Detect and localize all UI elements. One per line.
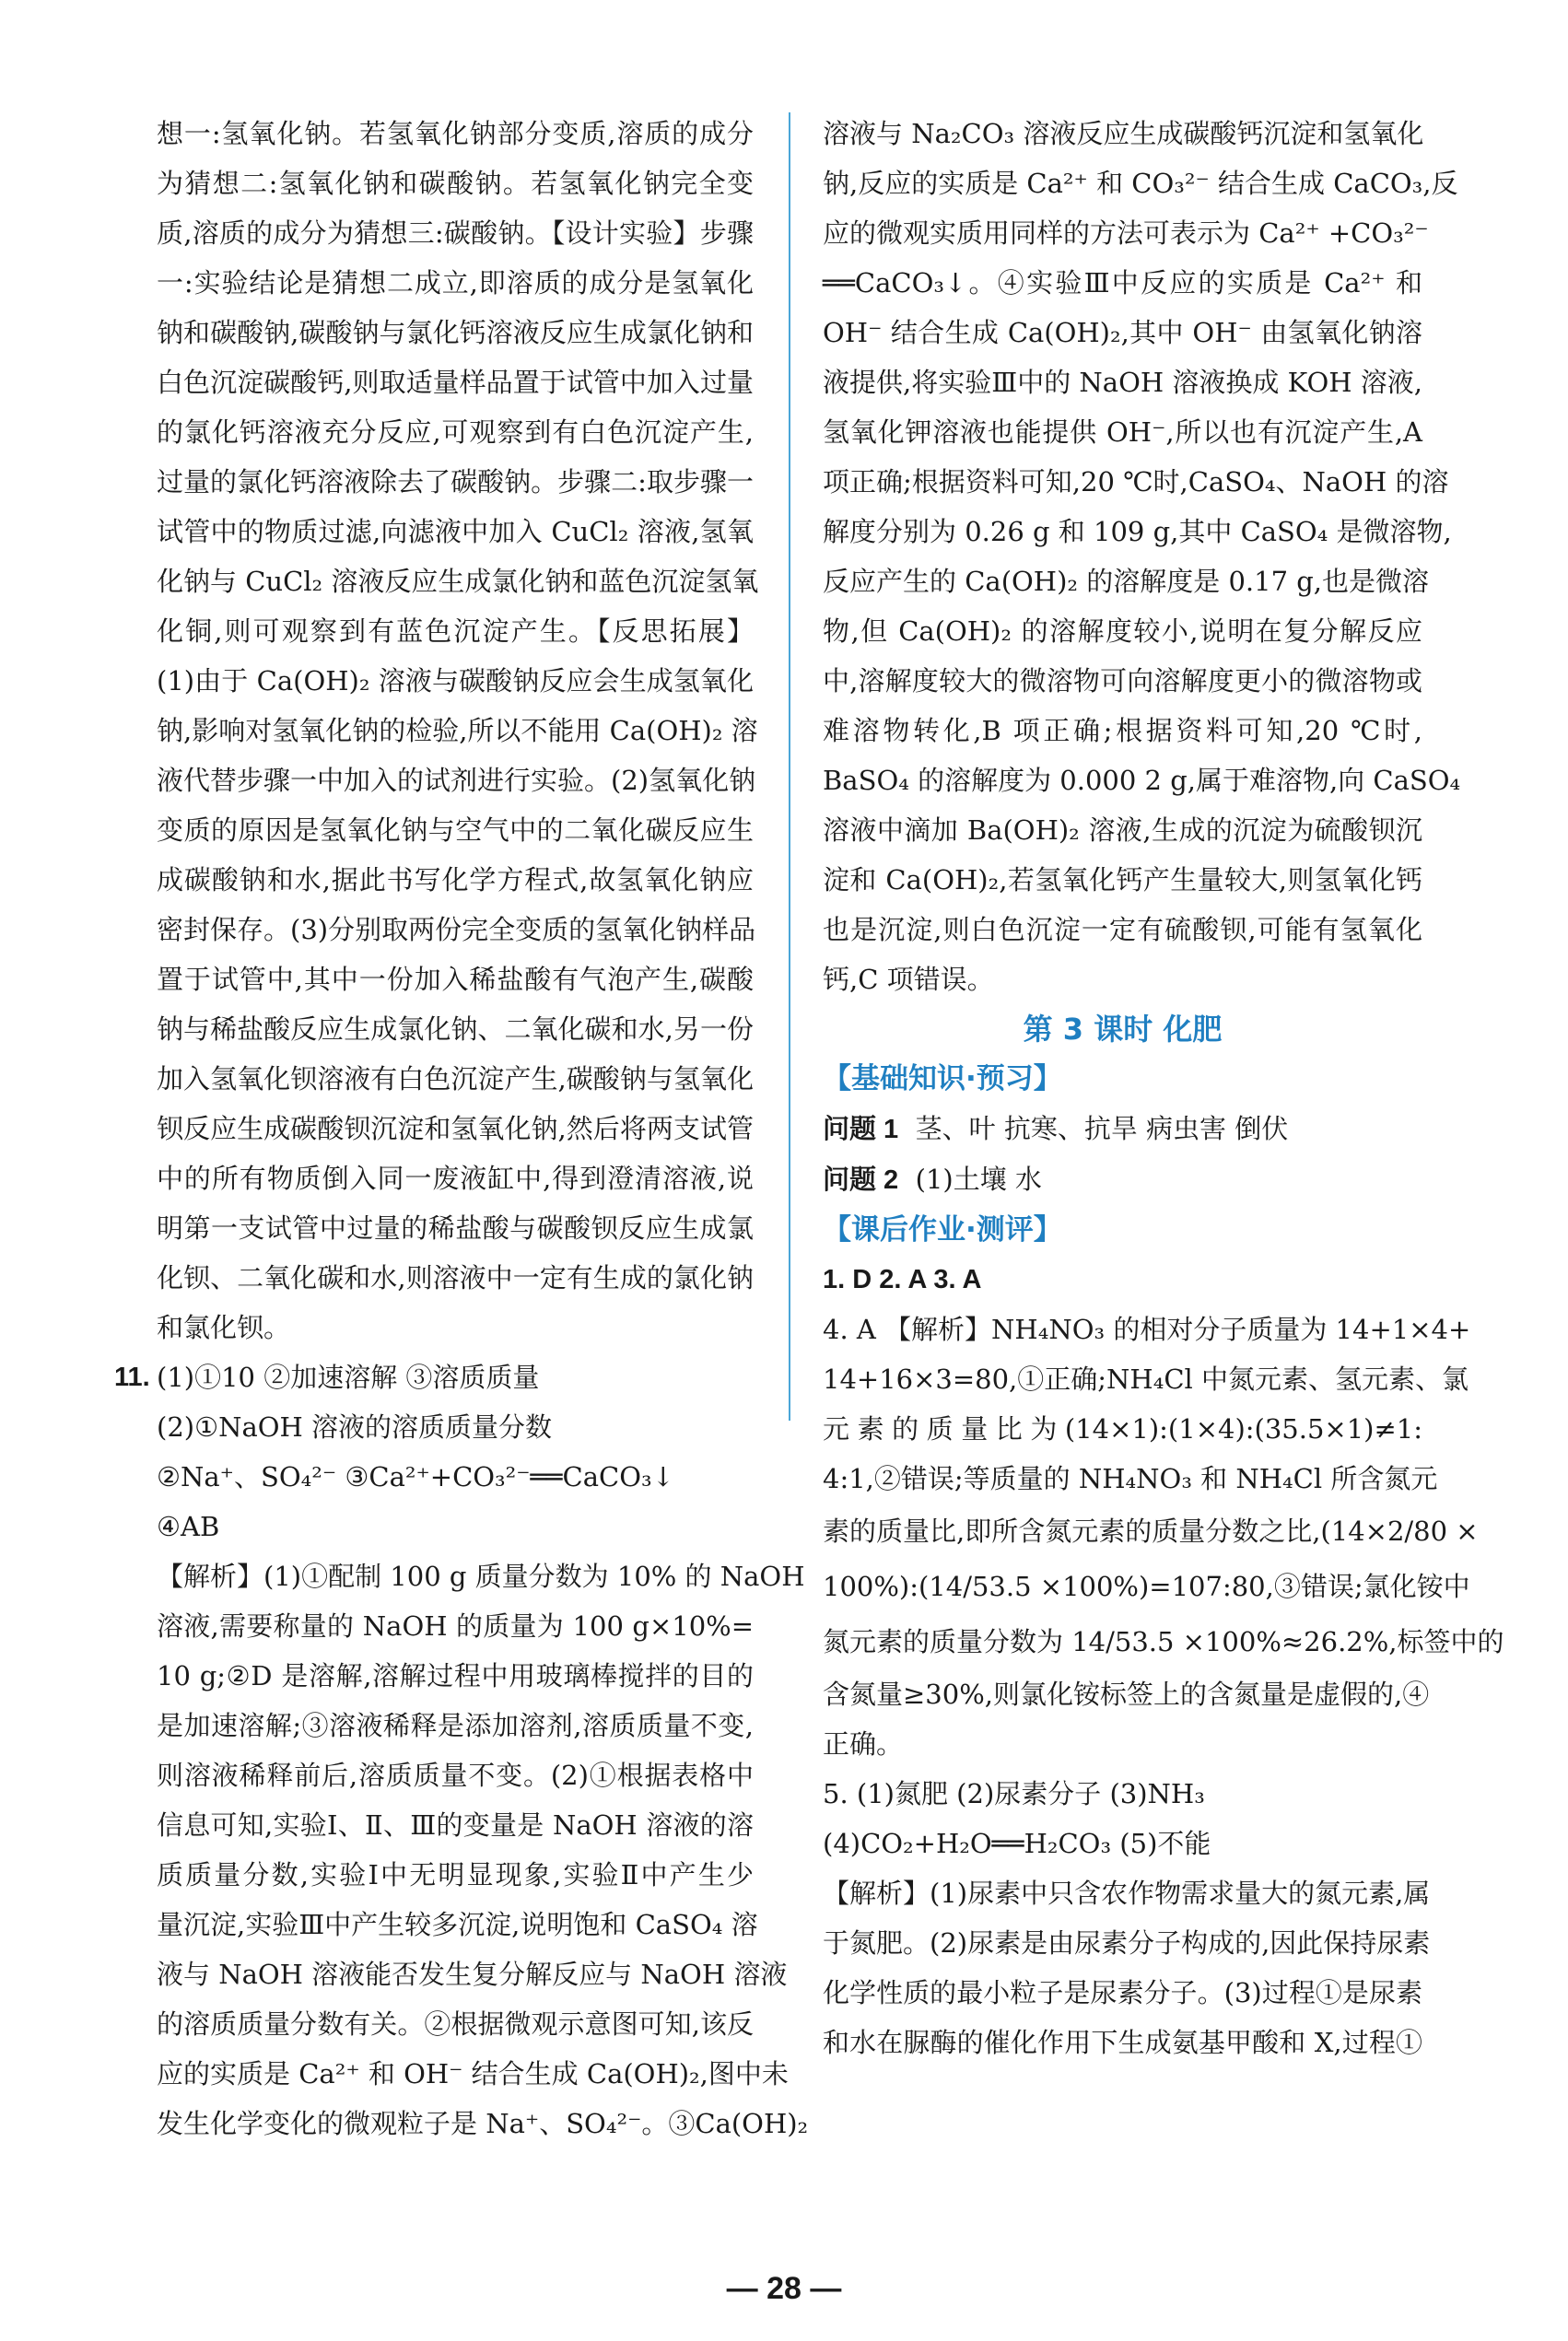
question-label: 问题 2 <box>823 1165 899 1195</box>
q5-line: 化学性质的最小粒子是尿素分子。(3)过程①是尿素 <box>823 1977 1422 2008</box>
analysis-line: 则溶液稀释前后,溶质质量不变。(2)①根据表格中 <box>157 1760 754 1791</box>
q4-line: 氮元素的质量分数为 14/53.5 ×100%≈26.2%,标签中的 <box>823 1626 1504 1657</box>
preview-question-2 <box>823 1154 1422 1205</box>
q4-line: 含氮量≥30%,则氯化铵标签上的含氮量是虚假的,④ <box>823 1679 1430 1710</box>
text-line: 试管中的物质过滤,向滤液中加入 CuCl₂ 溶液,氢氧 <box>157 516 754 547</box>
text-line: 想一:氢氧化钠。若氢氧化钠部分变质,溶质的成分 <box>157 118 754 149</box>
text-line: BaSO₄ 的溶解度为 0.000 2 g,属于难溶物,向 CaSO₄ <box>823 765 1461 796</box>
text-line: ══CaCO₃↓。④实验Ⅲ中反应的实质是 Ca²⁺ 和 <box>823 267 1422 298</box>
analysis-line: 发生化学变化的微观粒子是 Na⁺、SO₄²⁻。③Ca(OH)₂ <box>157 2108 809 2139</box>
text-line: 液提供,将实验Ⅲ中的 NaOH 溶液换成 KOH 溶液, <box>823 367 1422 398</box>
analysis-line: 质质量分数,实验Ⅰ中无明显现象,实验Ⅱ中产生少 <box>157 1859 754 1890</box>
text-line: 钡反应生成碳酸钡沉淀和氢氧化钠,然后将两支试管 <box>157 1113 754 1144</box>
text-line: 一:实验结论是猜想二成立,即溶质的成分是氢氧化 <box>157 267 754 298</box>
text-line: 质,溶质的成分为猜想三:碳酸钠。【设计实验】步骤 <box>157 217 754 249</box>
analysis-line: 量沉淀,实验Ⅲ中产生较多沉淀,说明饱和 CaSO₄ 溶 <box>157 1909 758 1940</box>
q4-line: 正确。 <box>823 1728 904 1760</box>
preview-question-1 <box>823 1104 1422 1154</box>
q4-line: 14+16×3=80,①正确;NH₄Cl 中氮元素、氢元素、氯 <box>823 1364 1469 1395</box>
q5-line: 于氮肥。(2)尿素是由尿素分子构成的,因此保持尿素 <box>823 1927 1431 1959</box>
text-line: 项正确;根据资料可知,20 ℃时,CaSO₄、NaOH 的溶 <box>823 466 1449 497</box>
q5-line: 和水在脲酶的催化作用下生成氨基甲酸和 X,过程① <box>823 2027 1422 2058</box>
answer-line: (1)①10 ②加速溶解 ③溶质质量 <box>157 1362 540 1393</box>
analysis-line: 是加速溶解;③溶液稀释是添加溶剂,溶质质量不变, <box>157 1710 754 1741</box>
answer-line: ②Na⁺、SO₄²⁻ ③Ca²⁺+CO₃²⁻══CaCO₃↓ <box>157 1461 674 1492</box>
q5-line: (4)CO₂+H₂O══H₂CO₃ (5)不能 <box>823 1828 1211 1859</box>
text-line: 钙,C 项错误。 <box>823 964 994 995</box>
text-line: 成碳酸钠和水,据此书写化学方程式,故氢氧化钠应 <box>157 864 754 895</box>
text-line: 置于试管中,其中一份加入稀盐酸有气泡产生,碳酸 <box>157 964 754 995</box>
question-answer: (1)土壤 水 <box>915 1164 1042 1195</box>
text-line: 变质的原因是氢氧化钠与空气中的二氧化碳反应生 <box>157 814 754 846</box>
text-line: 化钡、二氧化碳和水,则溶液中一定有生成的氯化钠 <box>157 1262 754 1293</box>
text-line: 解度分别为 0.26 g 和 109 g,其中 CaSO₄ 是微溶物, <box>823 516 1452 547</box>
analysis-line: 应的实质是 Ca²⁺ 和 OH⁻ 结合生成 Ca(OH)₂,图中未 <box>157 2058 789 2089</box>
text-line: 加入氢氧化钡溶液有白色沉淀产生,碳酸钠与氢氧化 <box>157 1063 754 1094</box>
text-line: 溶液与 Na₂CO₃ 溶液反应生成碳酸钙沉淀和氢氧化 <box>823 118 1424 149</box>
analysis-line: 溶液,需要称量的 NaOH 的质量为 100 g×10%= <box>157 1610 754 1642</box>
text-line: 中,溶解度较大的微溶物可向溶解度更小的微溶物或 <box>823 665 1422 696</box>
lesson-title: 第 3 课时 化肥 <box>1023 1012 1223 1047</box>
question-11 <box>114 1352 809 2148</box>
text-line: 液代替步骤一中加入的试剂进行实验。(2)氢氧化钠 <box>157 765 756 796</box>
text-line: 钠和碳酸钠,碳酸钠与氯化钙溶液反应生成氯化钠和 <box>157 317 754 348</box>
analysis-line: 10 g;②D 是溶解,溶解过程中用玻璃棒搅拌的目的 <box>157 1660 754 1691</box>
q5-line: 5. (1)氮肥 (2)尿素分子 (3)NH₃ <box>823 1778 1205 1809</box>
text-line: 难溶物转化,B 项正确;根据资料可知,20 ℃时, <box>823 715 1422 746</box>
analysis-line: 液与 NaOH 溶液能否发生复分解反应与 NaOH 溶液 <box>157 1959 788 1990</box>
text-line: 也是沉淀,则白色沉淀一定有硫酸钡,可能有氢氧化 <box>823 914 1422 945</box>
section-preview-heading: 【基础知识·预习】 <box>823 1062 1062 1095</box>
q4-line: 100%):(14/53.5 ×100%)=107:80,③错误;氯化铵中 <box>823 1571 1470 1602</box>
q4-line: 4. A 【解析】NH₄NO₃ 的相对分子质量为 14+1×4+ <box>823 1314 1471 1345</box>
q4-line: 元素的质量比为(14×1):(1×4):(35.5×1)≠1: <box>823 1413 1422 1445</box>
text-line: 化钠与 CuCl₂ 溶液反应生成氯化钠和蓝色沉淀氢氧 <box>157 566 759 597</box>
right-column <box>823 109 1504 2067</box>
q4-line: 4:1,②错误;等质量的 NH₄NO₃ 和 NH₄Cl 所含氮元 <box>823 1463 1438 1494</box>
text-line: 溶液中滴加 Ba(OH)₂ 溶液,生成的沉淀为硫酸钡沉 <box>823 814 1422 846</box>
text-line: 淀和 Ca(OH)₂,若氢氧化钙产生量较大,则氢氧化钙 <box>823 864 1422 895</box>
text-line: 中的所有物质倒入同一废液缸中,得到澄清溶液,说 <box>157 1163 754 1194</box>
answer-line: ④AB <box>157 1511 220 1542</box>
section-homework-heading: 【课后作业·测评】 <box>823 1213 1062 1247</box>
text-line: 为猜想二:氢氧化钠和碳酸钠。若氢氧化钠完全变 <box>157 168 754 199</box>
text-line: 过量的氯化钙溶液除去了碳酸钠。步骤二:取步骤一 <box>157 466 754 497</box>
q4-line: 素的质量比,即所含氮元素的质量分数之比,(14×2/80 × <box>823 1516 1479 1547</box>
page-number: — 28 — <box>726 2271 842 2306</box>
text-line: 钠,反应的实质是 Ca²⁺ 和 CO₃²⁻ 结合生成 CaCO₃,反 <box>823 168 1458 199</box>
text-line: 白色沉淀碳酸钙,则取适量样品置于试管中加入过量 <box>157 367 754 398</box>
text-line: 应的微观实质用同样的方法可表示为 Ca²⁺ +CO₃²⁻ <box>823 217 1429 249</box>
text-line: 钠,影响对氢氧化钠的检验,所以不能用 Ca(OH)₂ 溶 <box>157 715 758 746</box>
text-line: 反应产生的 Ca(OH)₂ 的溶解度是 0.17 g,也是微溶 <box>823 566 1430 597</box>
text-line: 化铜,则可观察到有蓝色沉淀产生。【反思拓展】 <box>157 615 754 647</box>
analysis-line: 【解析】(1)①配制 100 g 质量分数为 10% 的 NaOH <box>157 1561 805 1592</box>
text-line: 钠与稀盐酸反应生成氯化钠、二氧化碳和水,另一份 <box>157 1013 754 1045</box>
analysis-line: 信息可知,实验Ⅰ、Ⅱ、Ⅲ的变量是 NaOH 溶液的溶 <box>157 1809 754 1841</box>
text-line: 明第一支试管中过量的稀盐酸与碳酸钡反应生成氯 <box>157 1212 754 1244</box>
text-line: (1)由于 Ca(OH)₂ 溶液与碳酸钠反应会生成氢氧化 <box>157 665 754 696</box>
question-answer: 茎、叶 抗寒、抗旱 病虫害 倒伏 <box>915 1113 1289 1144</box>
text-line: 和氯化钡。 <box>157 1312 291 1343</box>
question-number: 11. <box>114 1363 150 1392</box>
left-column <box>114 109 809 2148</box>
text-line: 的氯化钙溶液充分反应,可观察到有白色沉淀产生, <box>157 416 754 448</box>
analysis-line: 的溶质质量分数有关。②根据微观示意图可知,该反 <box>157 2008 754 2040</box>
text-line: 密封保存。(3)分别取两份完全变质的氢氧化钠样品 <box>157 914 756 945</box>
text-line: OH⁻ 结合生成 Ca(OH)₂,其中 OH⁻ 由氢氧化钠溶 <box>823 317 1422 348</box>
mc-answers: 1. D 2. A 3. A <box>823 1265 982 1294</box>
text-line: 物,但 Ca(OH)₂ 的溶解度较小,说明在复分解反应 <box>823 615 1422 647</box>
column-divider <box>789 112 790 1421</box>
text-line: 氢氧化钾溶液也能提供 OH⁻,所以也有沉淀产生,A <box>823 416 1422 448</box>
answer-line: (2)①NaOH 溶液的溶质质量分数 <box>157 1411 553 1443</box>
q5-line: 【解析】(1)尿素中只含农作物需求量大的氮元素,属 <box>823 1878 1431 1909</box>
question-label: 问题 1 <box>823 1115 899 1144</box>
